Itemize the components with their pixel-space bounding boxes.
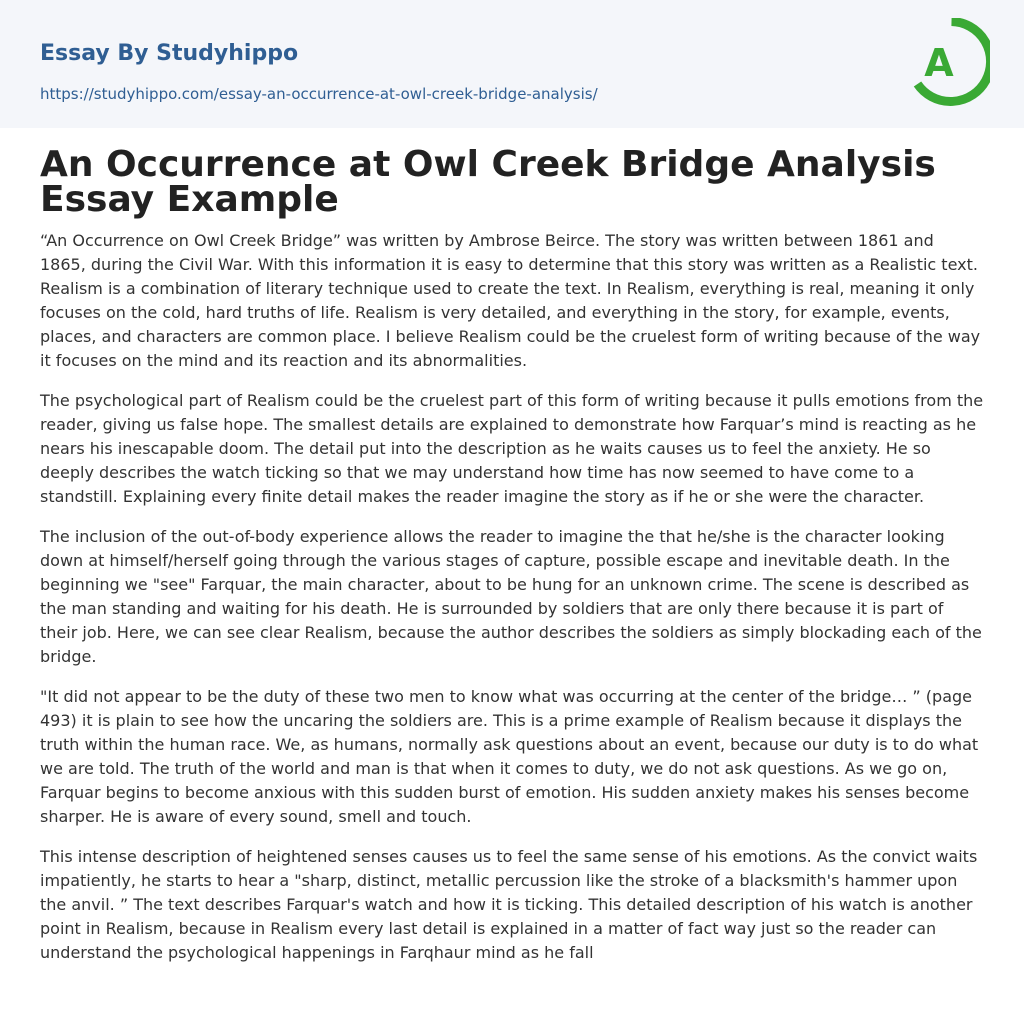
- page-title: An Occurrence at Owl Creek Bridge Analysis Essay Example: [40, 144, 936, 220]
- essay-paragraph-3: The inclusion of the out-of-body experience allows the reader to imagine the that he/she is the character looking down at himself/herself going through the various stages of capture, possible escape and inevitable death. In the beginning we "see" Farquar, the main character, about to be hung for an unknown crime. The scene is described as the man standing and waiting for his death. He is surrounded by soldiers that are only there because it is part of their job. Here, we can see clear Realism, because the author describes the soldiers as simply blockading each of the bridge.: [40, 527, 982, 666]
- site-header: [0, 0, 1024, 128]
- essay-paragraph-2: The psychological part of Realism could be the cruelest part of this form of writing because it pulls emotions from the reader, giving us false hope. The smallest details are explained to demonstrate how Farquar’s mind is reacting as he nears his inescapable doom. The detail put into the description as he waits causes us to feel the anxiety. He so deeply describes the watch ticking so that we may understand how time has now seemed to have come to a standstill. Explaining every finite detail makes the reader imagine the story as if he or she were the character.: [40, 391, 984, 506]
- essay-paragraph-4: "It did not appear to be the duty of these two men to know what was occurring at the center of the bridge… ” (page 493) it is plain to see how the uncaring the soldiers are. This is a prime example of Realism because it displays the truth within the human race. We, as humans, normally ask questions about an event, because our duty is to do what we are told. The truth of the world and man is that when it comes to duty, we do not ask questions. As we go on, Farquar begins to become anxious with this sudden burst of emotion. His sudden anxiety makes his senses become sharper. He is aware of every sound, smell and touch.: [40, 687, 979, 826]
- logo-ring-icon: [910, 18, 990, 108]
- studyhippo-logo[interactable]: [910, 18, 990, 108]
- site-brand-link[interactable]: Essay By Studyhippo: [40, 41, 299, 66]
- page-url-link[interactable]: https://studyhippo.com/essay-an-occurrence-at-owl-creek-bridge-analysis/: [40, 85, 598, 103]
- logo-letter: A: [924, 41, 954, 85]
- essay-body: [40, 229, 984, 981]
- essay-paragraph-5: This intense description of heightened senses causes us to feel the same sense of his emotions. As the convict waits impatiently, he starts to hear a "sharp, distinct, metallic percussion like the stroke of a blacksmith's hammer upon the anvil. ” The text describes Farquar's watch and how it is ticking. This detailed description of his watch is another point in Realism, because in Realism every last detail is explained in a matter of fact way just so the reader can understand the psychological happenings in Farqhaur mind as he fall: [40, 847, 978, 962]
- essay-paragraph-1: “An Occurrence on Owl Creek Bridge” was written by Ambrose Beirce. The story was written between 1861 and 1865, during the Civil War. With this information it is easy to determine that this story was written as a Realistic text. Realism is a combination of literary technique used to create the text. In Realism, everything is real, meaning it only focuses on the cold, hard truths of life. Realism is very detailed, and everything in the story, for example, events, places, and characters are common place. I believe Realism could be the cruelest form of writing because of the way it focuses on the mind and its reaction and its abnormalities.: [40, 231, 981, 370]
